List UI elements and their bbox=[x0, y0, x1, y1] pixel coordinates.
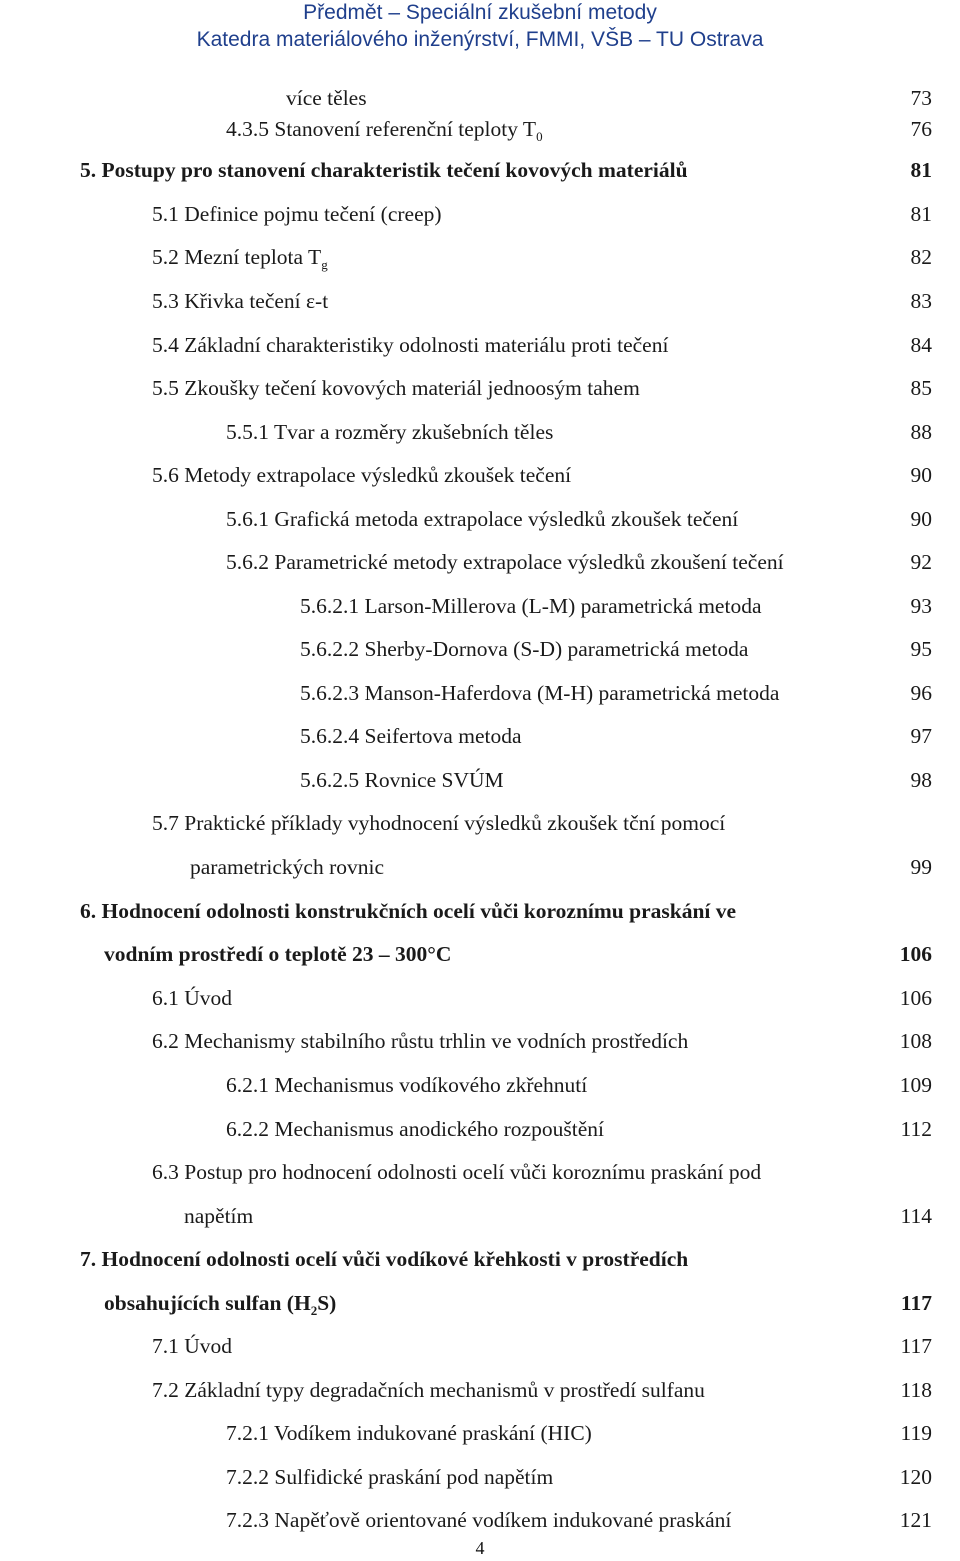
toc-entry-page: 118 bbox=[900, 1378, 932, 1402]
toc-entry-text: napětím bbox=[184, 1204, 254, 1228]
toc-entry-page: 73 bbox=[910, 86, 932, 110]
toc-entry-page: 83 bbox=[910, 289, 932, 313]
toc-entry-page: 90 bbox=[910, 507, 932, 531]
page-number: 4 bbox=[475, 1538, 485, 1558]
toc-entry-page: 92 bbox=[910, 550, 932, 574]
toc-entry-text: 5.6.2.3 Manson-Haferdova (M-H) parametrická metoda bbox=[300, 681, 780, 705]
toc-entry-text: 5.5.1 Tvar a rozměry zkušebních těles bbox=[226, 420, 554, 444]
toc-entry-text: 5.6.2.1 Larson-Millerova (L-M) parametrická metoda bbox=[300, 594, 762, 618]
toc-entry-text bbox=[152, 245, 328, 273]
toc-entry-page: 98 bbox=[910, 768, 932, 792]
toc-entry-page: 117 bbox=[900, 1291, 932, 1315]
toc-chapter-text: 7. Hodnocení odolnosti ocelí vůči vodíkové křehkosti v prostředích bbox=[80, 1247, 689, 1271]
toc-entry-page: 106 bbox=[899, 986, 932, 1010]
toc-entry-page: 120 bbox=[899, 1465, 932, 1489]
toc-entry-text: 7.2 Základní typy degradačních mechanismů v prostředí sulfanu bbox=[152, 1378, 705, 1402]
toc-entry-page: 108 bbox=[899, 1029, 932, 1053]
toc-entry-text: 5.1 Definice pojmu tečení (creep) bbox=[152, 202, 442, 226]
toc-entry-page: 82 bbox=[910, 245, 932, 269]
toc-entry-subscript: g bbox=[321, 257, 328, 272]
toc-entry-tail: S) bbox=[317, 1291, 337, 1315]
toc-chapter-text bbox=[104, 1291, 336, 1319]
toc-chapter-text: 5. Postupy pro stanovení charakteristik tečení kovových materiálů bbox=[80, 158, 688, 182]
toc-entry-page: 81 bbox=[910, 202, 932, 226]
toc-entry-text: 5.3 Křivka tečení ε-t bbox=[152, 289, 329, 313]
toc-entry-page: 76 bbox=[910, 117, 932, 141]
toc-entry-text: 5.4 Základní charakteristiky odolnosti materiálu proti tečení bbox=[152, 333, 669, 357]
toc-entry-text: 5.6.1 Grafická metoda extrapolace výsledků zkoušek tečení bbox=[226, 507, 739, 531]
toc-entry-text: 7.1 Úvod bbox=[152, 1334, 233, 1358]
toc-entry-text: 5.5 Zkoušky tečení kovových materiál jednoosým tahem bbox=[152, 376, 640, 400]
toc-entry-page: 85 bbox=[910, 376, 932, 400]
toc-entry-page: 121 bbox=[899, 1508, 932, 1532]
toc-entry-text: více těles bbox=[286, 86, 367, 110]
toc-entry-main: obsahujících sulfan (H bbox=[104, 1291, 311, 1315]
toc-entry-page: 97 bbox=[910, 724, 932, 748]
header-subject: Předmět – Speciální zkušební metody bbox=[303, 1, 657, 24]
toc-entry-page: 99 bbox=[910, 855, 932, 879]
toc-entry-page: 88 bbox=[910, 420, 932, 444]
toc-entry-page: 90 bbox=[910, 463, 932, 487]
toc-entry-page: 119 bbox=[900, 1421, 932, 1445]
toc-entry-subscript: 2 bbox=[310, 1303, 318, 1318]
toc-entry-page: 114 bbox=[900, 1204, 932, 1228]
toc-entry-page: 109 bbox=[899, 1073, 932, 1097]
toc-entry-subscript: 0 bbox=[536, 129, 543, 144]
toc-entry-text: 6.1 Úvod bbox=[152, 986, 233, 1010]
toc-entry-text: 7.2.2 Sulfidické praskání pod napětím bbox=[226, 1465, 554, 1489]
toc-entry-text: 6.2 Mechanismy stabilního růstu trhlin ve vodních prostředích bbox=[152, 1029, 689, 1053]
toc-entry-text: 6.3 Postup pro hodnocení odolnosti ocelí vůči koroznímu praskání pod bbox=[152, 1160, 762, 1184]
toc-entry-text: 5.6.2.4 Seifertova metoda bbox=[300, 724, 522, 748]
toc-entry-text bbox=[226, 117, 543, 145]
toc-entry-page: 106 bbox=[899, 942, 932, 966]
toc-entry-page: 81 bbox=[910, 158, 932, 182]
toc-entry-main: 4.3.5 Stanovení referenční teploty T bbox=[226, 117, 537, 141]
header-department: Katedra materiálového inženýrství, FMMI, VŠB – TU Ostrava bbox=[196, 28, 764, 51]
toc-entry-main: 5.2 Mezní teplota T bbox=[152, 245, 322, 269]
toc-entry-text: 7.2.3 Napěťově orientované vodíkem indukované praskání bbox=[226, 1508, 732, 1532]
toc-entry-page: 112 bbox=[900, 1117, 932, 1141]
toc-entry-page: 117 bbox=[900, 1334, 932, 1358]
toc-entry-text: 5.6.2.2 Sherby-Dornova (S-D) parametrická metoda bbox=[300, 637, 749, 661]
toc-entry-page: 96 bbox=[910, 681, 932, 705]
toc-entry-page: 95 bbox=[910, 637, 932, 661]
toc-entry-text: parametrických rovnic bbox=[190, 855, 385, 879]
toc-entry-page: 84 bbox=[910, 333, 932, 357]
toc-entry-text: 5.7 Praktické příklady vyhodnocení výsledků zkoušek tční pomocí bbox=[152, 811, 726, 835]
toc-entry-text: 6.2.1 Mechanismus vodíkového zkřehnutí bbox=[226, 1073, 588, 1097]
toc-chapter-text: vodním prostředí o teplotě 23 – 300°C bbox=[104, 942, 452, 966]
toc-entry-text: 5.6.2 Parametrické metody extrapolace výsledků zkoušení tečení bbox=[226, 550, 784, 574]
toc-entry-text: 6.2.2 Mechanismus anodického rozpouštění bbox=[226, 1117, 604, 1141]
toc-entry-text: 7.2.1 Vodíkem indukované praskání (HIC) bbox=[226, 1421, 592, 1445]
toc-entry-text: 5.6 Metody extrapolace výsledků zkoušek tečení bbox=[152, 463, 572, 487]
toc-entry-text: 5.6.2.5 Rovnice SVÚM bbox=[300, 768, 504, 792]
toc-entry-page: 93 bbox=[910, 594, 932, 618]
toc-chapter-text: 6. Hodnocení odolnosti konstrukčních ocelí vůči koroznímu praskání ve bbox=[80, 899, 737, 923]
